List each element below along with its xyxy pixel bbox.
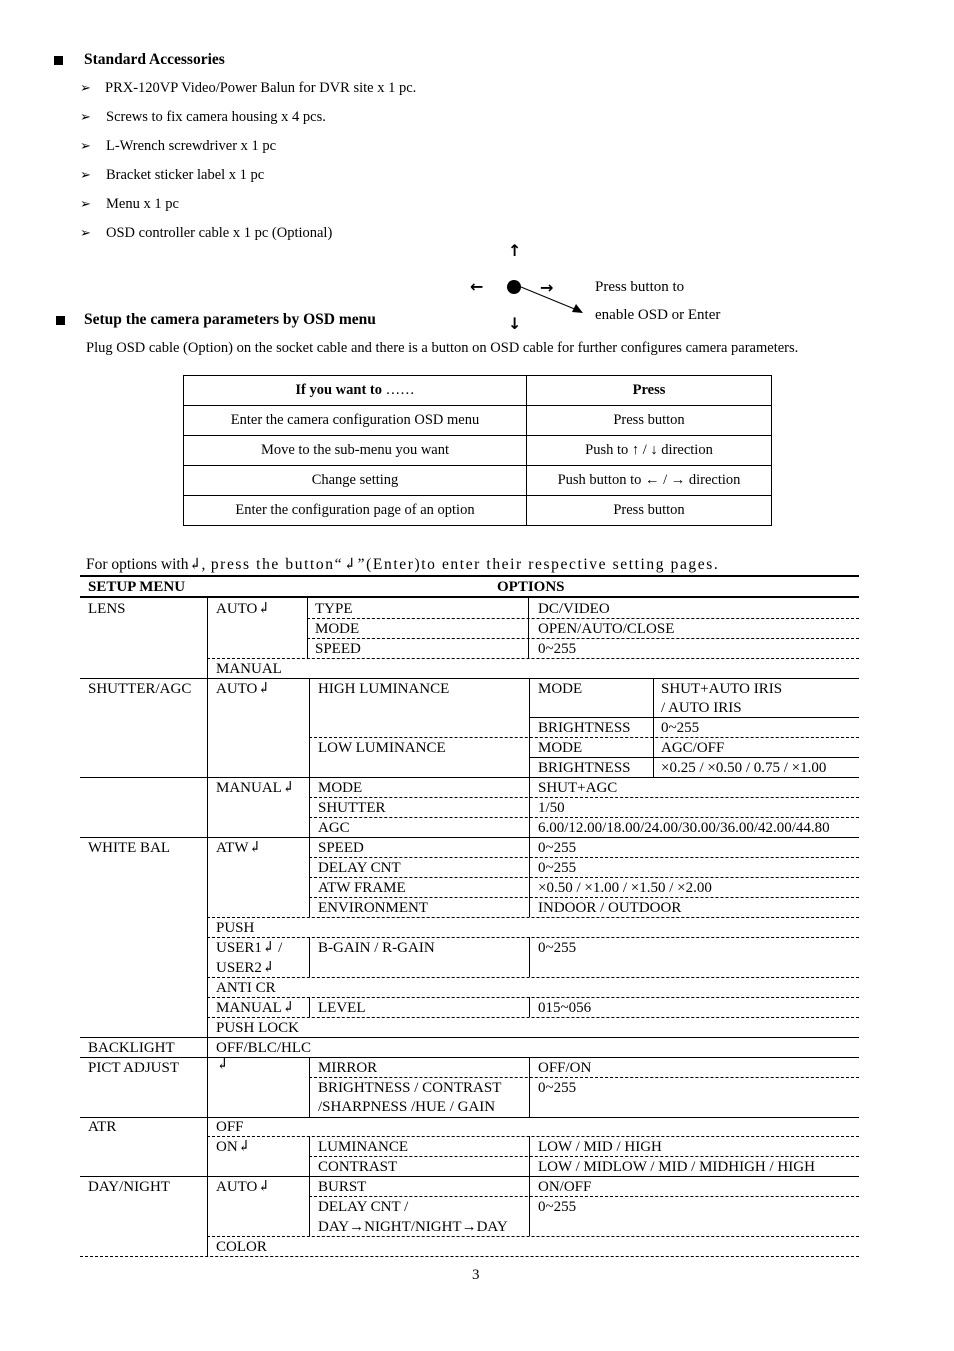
osd-heading: Setup the camera parameters by OSD menu bbox=[84, 311, 376, 328]
table-rule bbox=[309, 897, 859, 898]
table-rule bbox=[80, 1057, 859, 1058]
table-rule bbox=[307, 638, 859, 639]
accessory-item: OSD controller cable x 1 pc (Optional) bbox=[106, 225, 333, 241]
accessory-item: Screws to fix camera housing x 4 pcs. bbox=[106, 109, 326, 125]
table-rule bbox=[309, 1057, 310, 1117]
menu-cell: B-GAIN / R-GAIN bbox=[318, 940, 435, 956]
menu-cell: SHUTTER bbox=[318, 800, 386, 816]
menu-cell: MODE bbox=[538, 681, 583, 697]
table-rule bbox=[80, 777, 859, 778]
table-rule bbox=[529, 678, 530, 837]
accessory-item: PRX-120VP Video/Power Balun for DVR site x 1 pc. bbox=[105, 80, 417, 96]
menu-cell: ATW FRAME bbox=[318, 880, 406, 896]
menu-cell: MODE bbox=[318, 780, 363, 796]
table-rule bbox=[207, 658, 859, 659]
table-rule bbox=[309, 937, 310, 977]
menu-cell: AGC/OFF bbox=[661, 740, 725, 756]
arrow-bullet-icon: ➢ bbox=[80, 110, 91, 125]
menu-cell: AUTO↲ bbox=[216, 681, 270, 697]
press-table-cell: Press button bbox=[527, 496, 772, 526]
press-table-cell: Press button bbox=[527, 406, 772, 436]
menu-cell: PUSH bbox=[216, 920, 255, 936]
accessory-item: L-Wrench screwdriver x 1 pc bbox=[106, 138, 277, 154]
menu-cell: SHUTTER/AGC bbox=[88, 681, 192, 697]
table-rule bbox=[529, 937, 530, 977]
table-rule bbox=[309, 1196, 859, 1197]
menu-cell: LEVEL bbox=[318, 1000, 366, 1016]
press-table-cell: Push button to ← / → direction bbox=[527, 466, 772, 496]
menu-cell: LUMINANCE bbox=[318, 1139, 408, 1155]
menu-head-left: SETUP MENU bbox=[88, 579, 186, 595]
menu-cell: AGC bbox=[318, 820, 350, 836]
options-intro: For options with↲, press the button“↲”(Enter)to enter their respective setting pages. bbox=[86, 556, 720, 573]
menu-cell: COLOR bbox=[216, 1239, 267, 1255]
menu-cell: LOW / MIDLOW / MID / MIDHIGH / HIGH bbox=[538, 1159, 815, 1175]
menu-cell: USER2↲ bbox=[216, 960, 275, 976]
menu-cell: SPEED bbox=[318, 840, 364, 856]
square-bullet-icon bbox=[54, 56, 63, 65]
menu-cell: ENVIRONMENT bbox=[318, 900, 428, 916]
menu-cell: AUTO↲ bbox=[216, 1179, 270, 1195]
menu-cell: / AUTO IRIS bbox=[661, 700, 742, 716]
menu-cell: /SHARPNESS /HUE / GAIN bbox=[318, 1099, 496, 1115]
table-rule bbox=[529, 1136, 530, 1176]
press-table-cell: Move to the sub-menu you want bbox=[184, 436, 527, 466]
menu-cell: ×0.50 / ×1.00 / ×1.50 / ×2.00 bbox=[538, 880, 712, 896]
table-rule bbox=[80, 837, 859, 838]
press-table-head-1: If you want to …… bbox=[184, 376, 527, 406]
menu-cell: BACKLIGHT bbox=[88, 1040, 175, 1056]
menu-cell: LOW LUMINANCE bbox=[318, 740, 446, 756]
table-rule bbox=[207, 1017, 859, 1018]
menu-cell: DELAY CNT bbox=[318, 860, 401, 876]
menu-cell: 0~255 bbox=[538, 1199, 577, 1215]
menu-cell: CONTRAST bbox=[318, 1159, 398, 1175]
page-number: 3 bbox=[472, 1267, 480, 1283]
menu-cell: 0~255 bbox=[538, 641, 577, 657]
menu-cell: OFF/BLC/HLC bbox=[216, 1040, 312, 1056]
menu-cell: LENS bbox=[88, 601, 126, 617]
menu-cell: OFF bbox=[216, 1119, 244, 1135]
menu-cell: SHUT+AUTO IRIS bbox=[661, 681, 783, 697]
table-rule bbox=[309, 857, 859, 858]
menu-cell: LOW / MID / HIGH bbox=[538, 1139, 662, 1155]
accessory-item: Bracket sticker label x 1 pc bbox=[106, 167, 265, 183]
joystick-button-icon bbox=[507, 280, 521, 294]
menu-cell: DC/VIDEO bbox=[538, 601, 610, 617]
menu-cell: MANUAL↲ bbox=[216, 780, 295, 796]
table-rule bbox=[309, 678, 310, 837]
menu-cell: OPEN/AUTO/CLOSE bbox=[538, 621, 675, 637]
table-rule bbox=[307, 597, 308, 658]
menu-cell: SHUT+AGC bbox=[538, 780, 618, 796]
square-bullet-icon bbox=[56, 316, 65, 325]
diagram-label-2: enable OSD or Enter bbox=[595, 307, 721, 323]
menu-cell: MIRROR bbox=[318, 1060, 378, 1076]
menu-cell: 0~255 bbox=[661, 720, 700, 736]
table-rule bbox=[309, 1156, 859, 1157]
menu-cell: 0~255 bbox=[538, 1080, 577, 1096]
table-rule bbox=[529, 1057, 530, 1117]
menu-cell: ATR bbox=[88, 1119, 117, 1135]
press-table-cell: Enter the configuration page of an option bbox=[184, 496, 527, 526]
table-rule bbox=[653, 678, 654, 777]
menu-cell: ANTI CR bbox=[216, 980, 276, 996]
menu-cell: DAY/NIGHT bbox=[88, 1179, 170, 1195]
table-rule bbox=[207, 597, 208, 1257]
arrow-bullet-icon: ➢ bbox=[80, 81, 91, 96]
arrow-down-icon: ↓ bbox=[508, 314, 522, 333]
table-rule bbox=[207, 1236, 859, 1237]
arrow-bullet-icon: ➢ bbox=[80, 139, 91, 154]
menu-cell: 0~255 bbox=[538, 940, 577, 956]
table-rule bbox=[309, 1176, 310, 1236]
joystick-diagram bbox=[465, 240, 595, 335]
table-rule bbox=[309, 877, 859, 878]
table-rule bbox=[207, 977, 859, 978]
table-rule bbox=[80, 678, 859, 679]
table-rule bbox=[309, 1077, 859, 1078]
table-rule bbox=[80, 1037, 859, 1038]
press-table-cell: Enter the camera configuration OSD menu bbox=[184, 406, 527, 436]
table-rule bbox=[309, 737, 859, 738]
menu-cell: BURST bbox=[318, 1179, 367, 1195]
menu-cell: USER1↲ / bbox=[216, 940, 283, 956]
menu-cell: TYPE bbox=[315, 601, 353, 617]
menu-cell: 6.00/12.00/18.00/24.00/30.00/36.00/42.00/44.80 bbox=[538, 820, 830, 836]
menu-cell: 0~255 bbox=[538, 840, 577, 856]
table-rule bbox=[529, 717, 859, 718]
menu-cell: 1/50 bbox=[538, 800, 565, 816]
menu-cell: ON↲ bbox=[216, 1139, 251, 1155]
menu-cell: MODE bbox=[538, 740, 583, 756]
menu-cell: OFF/ON bbox=[538, 1060, 592, 1076]
menu-head-right: OPTIONS bbox=[497, 579, 565, 595]
accessories-heading: Standard Accessories bbox=[84, 51, 225, 68]
table-rule bbox=[529, 997, 530, 1017]
menu-cell: BRIGHTNESS / CONTRAST bbox=[318, 1080, 502, 1096]
table-rule bbox=[309, 997, 310, 1017]
table-rule bbox=[529, 757, 859, 758]
arrow-bullet-icon: ➢ bbox=[80, 226, 91, 241]
table-rule bbox=[80, 1176, 859, 1177]
menu-cell: MANUAL bbox=[216, 661, 282, 677]
arrow-left-icon: ← bbox=[470, 277, 484, 296]
table-rule bbox=[80, 1256, 859, 1257]
osd-intro: Plug OSD cable (Option) on the socket cable and there is a button on OSD cable for further configures camera parameters. bbox=[86, 340, 799, 356]
press-table-cell: Push to ↑ / ↓ direction bbox=[527, 436, 772, 466]
table-rule bbox=[529, 1176, 530, 1236]
menu-cell: WHITE BAL bbox=[88, 840, 171, 856]
table-rule bbox=[309, 1136, 310, 1176]
arrow-up-icon: ↑ bbox=[508, 241, 522, 260]
diagram-label-1: Press button to bbox=[595, 279, 685, 295]
table-rule bbox=[207, 917, 859, 918]
menu-cell: 0~255 bbox=[538, 860, 577, 876]
table-rule bbox=[207, 937, 859, 938]
arrow-right-icon: → bbox=[540, 278, 554, 297]
menu-cell: ATW↲ bbox=[216, 840, 262, 856]
menu-cell: PICT ADJUST bbox=[88, 1060, 179, 1076]
menu-cell: BRIGHTNESS bbox=[538, 720, 631, 736]
menu-cell: HIGH LUMINANCE bbox=[318, 681, 450, 697]
menu-cell: BRIGHTNESS bbox=[538, 760, 631, 776]
press-table-head-2: Press bbox=[527, 376, 772, 406]
arrow-bullet-icon: ➢ bbox=[80, 168, 91, 183]
menu-cell: ↲ bbox=[216, 1057, 229, 1073]
menu-cell: DAY→NIGHT/NIGHT→DAY bbox=[318, 1219, 508, 1235]
table-rule bbox=[80, 1117, 859, 1118]
press-table-cell: Change setting bbox=[184, 466, 527, 496]
menu-cell: MODE bbox=[315, 621, 360, 637]
table-rule bbox=[529, 837, 530, 917]
menu-cell: SPEED bbox=[315, 641, 361, 657]
menu-cell: ×0.25 / ×0.50 / 0.75 / ×1.00 bbox=[661, 760, 827, 776]
menu-cell: DELAY CNT / bbox=[318, 1199, 409, 1215]
table-rule bbox=[528, 597, 529, 658]
menu-cell: AUTO↲ bbox=[216, 601, 270, 617]
accessory-item: Menu x 1 pc bbox=[106, 196, 179, 212]
press-table bbox=[183, 375, 772, 526]
table-rule bbox=[309, 837, 310, 917]
menu-cell: INDOOR / OUTDOOR bbox=[538, 900, 682, 916]
table-rule bbox=[309, 797, 859, 798]
table-rule bbox=[207, 997, 859, 998]
arrow-bullet-icon: ➢ bbox=[80, 197, 91, 212]
table-rule bbox=[307, 618, 859, 619]
menu-cell: MANUAL↲ bbox=[216, 1000, 295, 1016]
menu-cell: PUSH LOCK bbox=[216, 1020, 299, 1036]
table-rule bbox=[309, 817, 859, 818]
menu-cell: ON/OFF bbox=[538, 1179, 592, 1195]
table-rule bbox=[207, 1136, 859, 1137]
menu-cell: 015~056 bbox=[538, 1000, 592, 1016]
